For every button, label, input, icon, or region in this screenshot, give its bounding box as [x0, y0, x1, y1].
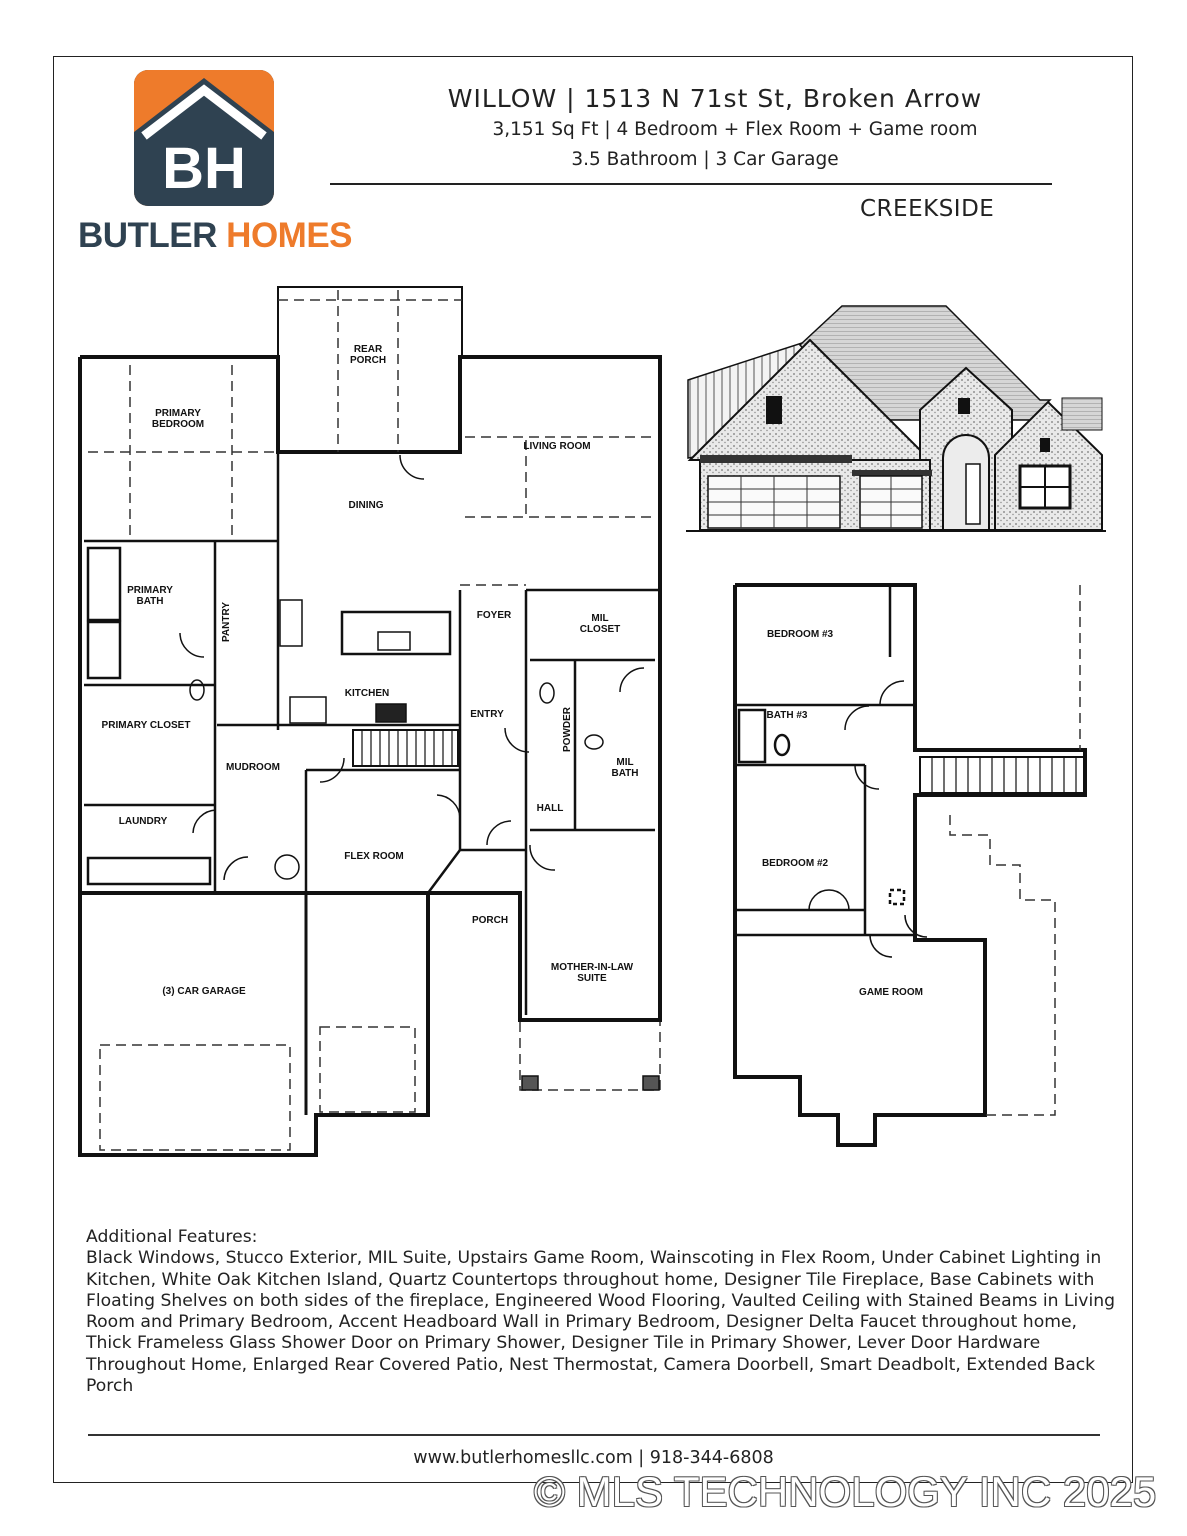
plan-title: WILLOW | 1513 N 71st St, Broken Arrow: [447, 84, 983, 113]
footer-divider: [88, 1434, 1100, 1436]
label-foyer: FOYER: [476, 610, 512, 621]
label-mil-bath: MIL: [616, 757, 634, 768]
label-porch: PORCH: [471, 915, 509, 926]
label-rear-porch-2: PORCH: [349, 355, 387, 366]
label-bedroom-3: BEDROOM #3: [766, 629, 834, 640]
label-mil-bath-2: BATH: [611, 768, 639, 779]
label-primary-bedroom: PRIMARY: [155, 408, 201, 419]
label-bedroom-2: BEDROOM #2: [761, 858, 829, 869]
label-entry: ENTRY: [470, 709, 504, 720]
front-elevation-drawing: [686, 306, 1106, 531]
label-hall: HALL: [536, 803, 564, 814]
label-primary-bedroom-2: BEDROOM: [151, 419, 205, 430]
label-laundry: LAUNDRY: [118, 816, 168, 827]
label-dining: DINING: [348, 500, 384, 511]
label-game-room: GAME ROOM: [859, 987, 923, 998]
features-title: Additional Features:: [86, 1227, 258, 1247]
community-name: CREEKSIDE: [860, 196, 995, 222]
features-text: Black Windows, Stucco Exterior, MIL Suite, Upstairs Game Room, Wainscoting in Flex Room, Under Cabinet Lighting in Kitchen, White Oak Kitchen Island, Quartz Countertops throughout home, Designer Tile Fireplace, Base Cabinets with Floating Shelves on both sides of the fireplace, Engineered Wood Flooring, Vaulted Ceiling with Stained Beams in Living Room and Primary Bedroom, Accent Headboard Wall in Primary Bedroom, Designer Delta Faucet throughout home, Thick Frameless Glass Shower Door on Primary Shower, Designer Tile in Primary Shower, Lever Door Hardware Throughout Home, Enlarged Rear Covered Patio, Nest Thermostat, Camera Doorbell, Smart Deadbolt, Extended Back Porch: [86, 1248, 1116, 1397]
label-mil-suite-2: SUITE: [577, 973, 607, 984]
label-rear-porch: REAR: [353, 344, 383, 355]
label-primary-bath-2: BATH: [136, 596, 164, 607]
additional-features: [86, 1227, 1126, 1397]
logo-word-butler: BUTLER: [78, 216, 217, 255]
logo-monogram: BH: [162, 136, 246, 201]
label-pantry: PANTRY: [221, 602, 232, 642]
label-living-room: LIVING ROOM: [523, 441, 591, 452]
label-flex-room: FLEX ROOM: [344, 851, 404, 862]
label-garage: (3) CAR GARAGE: [162, 986, 246, 997]
label-powder: POWDER: [562, 707, 573, 752]
plan-specs-2: 3.5 Bathroom | 3 Car Garage: [571, 149, 839, 170]
label-bath-3: BATH #3: [766, 710, 808, 721]
label-primary-bath: PRIMARY: [127, 585, 173, 596]
label-primary-closet: PRIMARY CLOSET: [101, 720, 191, 731]
label-mil-closet: MIL: [591, 613, 609, 624]
logo-word-homes: HOMES: [226, 216, 353, 255]
contact-info: www.butlerhomesllc.com | 918-344-6808: [413, 1448, 774, 1468]
label-mudroom: MUDROOM: [226, 762, 280, 773]
copyright-watermark: © MLS TECHNOLOGY INC 2025: [534, 1468, 1157, 1515]
label-mil-suite: MOTHER-IN-LAW: [550, 962, 634, 973]
plan-specs: 3,151 Sq Ft | 4 Bedroom + Flex Room + Game room: [492, 119, 978, 140]
label-kitchen: KITCHEN: [344, 688, 390, 699]
label-mil-closet-2: CLOSET: [579, 624, 621, 635]
